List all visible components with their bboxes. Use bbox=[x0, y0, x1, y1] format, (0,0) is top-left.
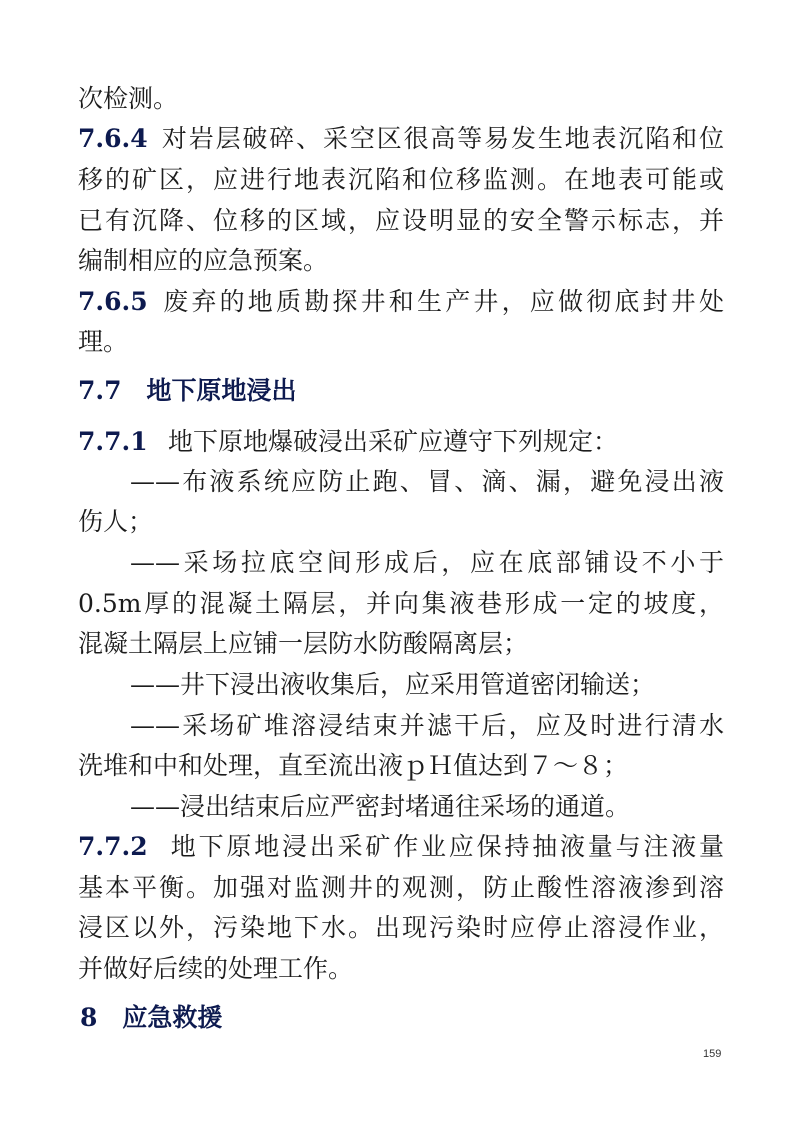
text-line: 浸区以外，污染地下水。出现污染时应停止溶浸作业， bbox=[78, 913, 724, 942]
section-heading-7-7: 7.7 地下原地浸出 bbox=[78, 376, 297, 405]
clause-number: 7.7.1 bbox=[78, 427, 148, 456]
clause-7-6-4-line bbox=[78, 124, 724, 156]
text-line: 理。 bbox=[78, 327, 129, 356]
text-line: 洗堆和中和处理，直至流出液ｐＨ值达到７～８； bbox=[78, 751, 629, 780]
clause-text: 地下原地浸出采矿作业应保持抽液量与注液量 bbox=[168, 832, 724, 861]
text-line: 混凝土隔层上应铺一层防水防酸隔离层； bbox=[78, 629, 529, 658]
text-line: 已有沉降、位移的区域，应设明显的安全警示标志，并 bbox=[78, 206, 724, 235]
clause-text: 对岩层破碎、采空区很高等易发生地表沉陷和位 bbox=[160, 124, 724, 153]
text-line: 次检测。 bbox=[78, 84, 179, 113]
clause-text: 废弃的地质勘探井和生产井，应做彻底封井处 bbox=[160, 287, 724, 316]
clause-number: 7.6.5 bbox=[78, 287, 148, 316]
text-line: 0.5m厚的混凝土隔层，并向集液巷形成一定的坡度， bbox=[78, 589, 724, 618]
clause-7-6-5-line bbox=[78, 287, 724, 319]
text-line: 基本平衡。加强对监测井的观测，防止酸性溶液渗到溶 bbox=[78, 873, 724, 902]
clause-7-7-1-line bbox=[78, 427, 724, 459]
list-item: ——井下浸出液收集后，应采用管道密闭输送； bbox=[130, 670, 656, 699]
section-heading-8: 8 应急救援 bbox=[80, 1003, 223, 1032]
clause-number: 7.7.2 bbox=[78, 832, 148, 861]
page-number: 159 bbox=[703, 1048, 722, 1060]
list-item: ——采场拉底空间形成后，应在底部铺设不小于 bbox=[130, 548, 724, 577]
text-line: 伤人； bbox=[78, 507, 154, 536]
text-line: 编制相应的应急预案。 bbox=[78, 246, 329, 275]
list-item: ——布液系统应防止跑、冒、滴、漏，避免浸出液 bbox=[130, 467, 724, 496]
text-line: 移的矿区，应进行地表沉陷和位移监测。在地表可能或 bbox=[78, 165, 724, 194]
list-item: ——浸出结束后应严密封堵通往采场的通道。 bbox=[130, 792, 631, 821]
clause-7-7-2-line bbox=[78, 832, 724, 864]
list-item: ——采场矿堆溶浸结束并滤干后，应及时进行清水 bbox=[130, 711, 724, 740]
clause-number: 7.6.4 bbox=[78, 124, 148, 153]
clause-text: 地下原地爆破浸出采矿应遵守下列规定： bbox=[168, 427, 619, 456]
text-line: 并做好后续的处理工作。 bbox=[78, 954, 354, 983]
